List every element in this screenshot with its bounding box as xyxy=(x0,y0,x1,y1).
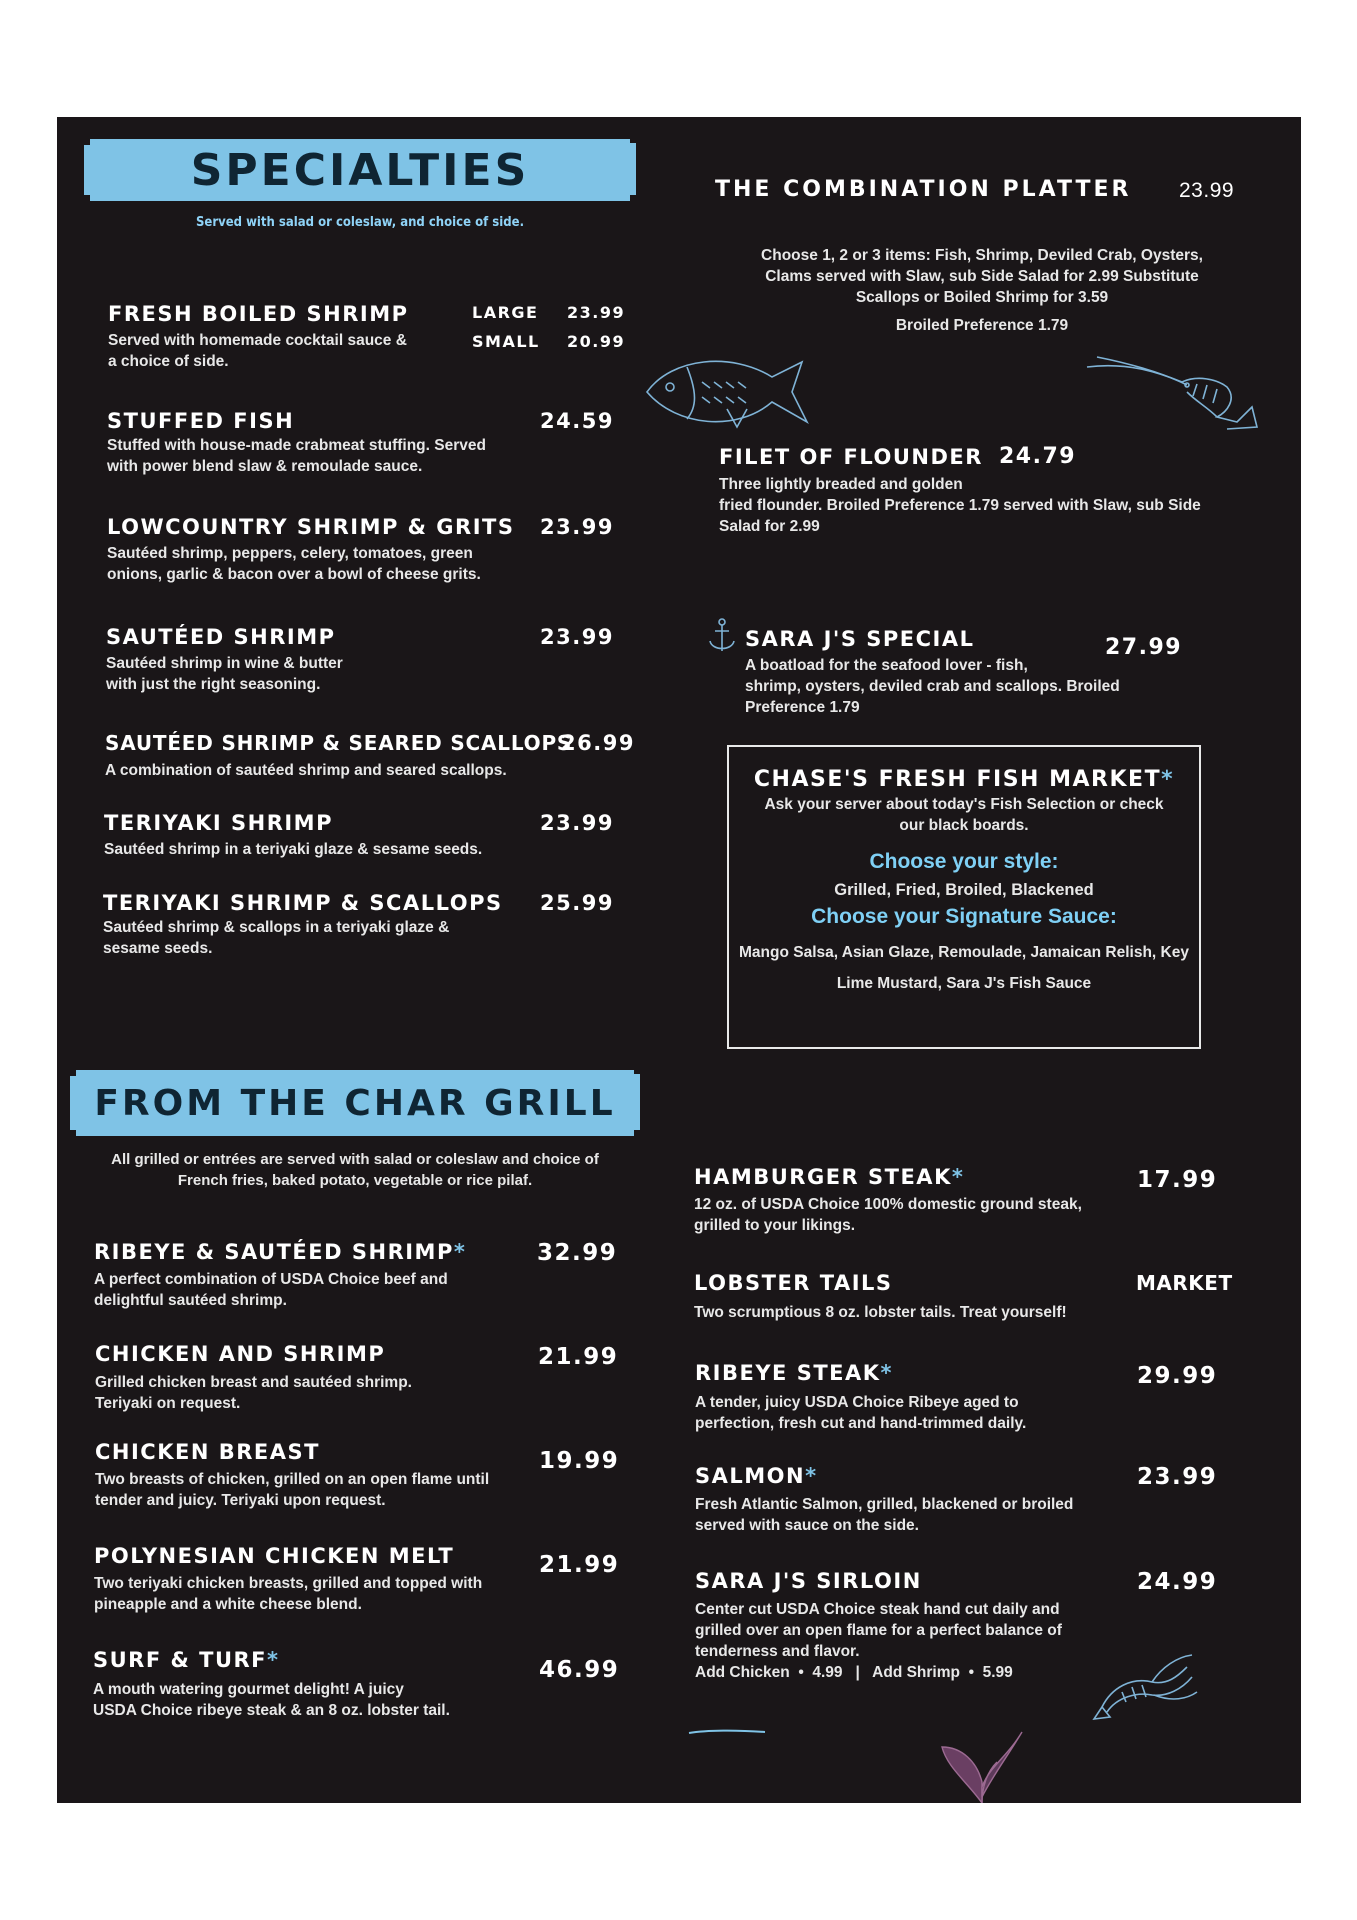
desc-line: Two teriyaki chicken breasts, grilled and topped with xyxy=(94,1575,483,1592)
item-price-chicken-breast: 19.99 xyxy=(539,1448,620,1474)
desc-line: Add Chicken • 4.99 | Add Shrimp • 5.99 xyxy=(695,1664,1013,1681)
item-price-salmon: 23.99 xyxy=(1137,1464,1218,1490)
desc-line: grilled to your likings. xyxy=(694,1217,856,1234)
item-price-surf-turf: 46.99 xyxy=(539,1657,620,1683)
item-desc-hamburger xyxy=(694,1194,1082,1236)
desc-line: onions, garlic & bacon over a bowl of cheese grits. xyxy=(107,566,481,583)
desc-line: Sautéed shrimp in wine & butter xyxy=(106,655,343,672)
item-desc-teriyaki-shrimp xyxy=(104,839,482,860)
style-heading: Choose your style: xyxy=(869,850,1059,873)
item-name-lowcountry: LOWCOUNTRY SHRIMP & GRITS xyxy=(107,515,515,539)
item-desc-sara-special xyxy=(745,655,1120,718)
desc-line: a choice of side. xyxy=(108,353,229,370)
item-price-lobster: MARKET xyxy=(1136,1271,1233,1295)
item-price-sirloin: 24.99 xyxy=(1137,1569,1218,1595)
desc-line: Sautéed shrimp & scallops in a teriyaki glaze & xyxy=(103,919,450,936)
desc-line: Lime Mustard, Sara J's Fish Sauce xyxy=(836,975,1092,992)
desc-line: fried flounder. Broiled Preference 1.79 served with Slaw, sub Side xyxy=(719,497,1201,514)
asterisk: * xyxy=(267,1648,280,1672)
item-name-boiled-shrimp: FRESH BOILED SHRIMP xyxy=(108,302,409,326)
item-price-shrimp-scallops: 26.99 xyxy=(561,731,635,755)
item-price-polynesian: 21.99 xyxy=(539,1552,620,1578)
asterisk: * xyxy=(805,1464,818,1488)
desc-line: USDA Choice ribeye steak & an 8 oz. lobster tail. xyxy=(93,1702,450,1719)
asterisk: * xyxy=(453,1240,467,1264)
name-text: HAMBURGER STEAK xyxy=(694,1165,952,1189)
specialties-title: SPECIALTIES xyxy=(190,144,530,196)
item-desc-boiled-shrimp xyxy=(108,330,407,372)
item-desc-polynesian xyxy=(94,1573,482,1615)
desc-line: Fresh Atlantic Salmon, grilled, blackened or broiled xyxy=(695,1496,1074,1513)
asterisk: * xyxy=(880,1361,894,1385)
desc-line: tenderness and flavor. xyxy=(695,1643,860,1660)
item-price-combination: 23.99 xyxy=(1179,179,1235,202)
size-label-large: LARGE xyxy=(472,303,539,322)
desc-line: Broiled Preference 1.79 xyxy=(895,317,1069,334)
item-desc-shrimp-scallops xyxy=(105,760,507,781)
item-name-ribeye-shrimp xyxy=(94,1240,466,1264)
item-name-chicken-shrimp: CHICKEN AND SHRIMP xyxy=(95,1342,386,1366)
desc-line: All grilled or entrées are served with salad or coleslaw and choice of xyxy=(111,1151,599,1168)
desc-line: Two scrumptious 8 oz. lobster tails. Treat yourself! xyxy=(694,1304,1067,1321)
desc-line: pineapple and a white cheese blend. xyxy=(94,1596,362,1613)
desc-line: A combination of sautéed shrimp and seared scallops. xyxy=(105,762,507,779)
specialties-banner xyxy=(90,139,630,201)
desc-line: grilled over an open flame for a perfect balance of xyxy=(695,1622,1062,1639)
item-desc-flounder xyxy=(719,474,1201,537)
desc-line: Mango Salsa, Asian Glaze, Remoulade, Jamaican Relish, Key xyxy=(739,944,1189,961)
desc-line: Clams served with Slaw, sub Side Salad for 2.99 Substitute xyxy=(765,268,1199,285)
item-name-lobster: LOBSTER TAILS xyxy=(694,1271,893,1295)
item-name-polynesian: POLYNESIAN CHICKEN MELT xyxy=(94,1544,455,1568)
desc-line: French fries, baked potato, vegetable or rice pilaf. xyxy=(177,1172,533,1189)
asterisk: * xyxy=(951,1165,965,1189)
desc-line: Stuffed with house-made crabmeat stuffing. Served xyxy=(107,437,486,454)
desc-line: tender and juicy. Teriyaki upon request. xyxy=(95,1492,386,1509)
item-desc-chicken-shrimp xyxy=(95,1372,412,1414)
item-desc-sauteed-shrimp xyxy=(106,653,343,695)
desc-line: sesame seeds. xyxy=(103,940,213,957)
desc-line: Choose 1, 2 or 3 items: Fish, Shrimp, Deviled Crab, Oysters, xyxy=(761,247,1203,264)
desc-line: Grilled chicken breast and sautéed shrimp. xyxy=(95,1374,412,1391)
item-name-flounder: FILET OF FLOUNDER xyxy=(719,445,983,469)
name-text: SURF & TURF xyxy=(93,1648,268,1672)
item-price-sara-special: 27.99 xyxy=(1105,635,1183,660)
char-grill-title: FROM THE CHAR GRILL xyxy=(94,1082,616,1124)
desc-line: served with sauce on the side. xyxy=(695,1517,919,1534)
item-name-hamburger xyxy=(694,1165,964,1189)
size-label-small: SMALL xyxy=(472,332,540,351)
asterisk: * xyxy=(1161,767,1175,792)
item-price-hamburger: 17.99 xyxy=(1137,1167,1218,1193)
desc-line: with power blend slaw & remoulade sauce. xyxy=(107,458,423,475)
anchor-icon xyxy=(707,617,737,657)
item-price-stuffed-fish: 24.59 xyxy=(540,409,614,433)
item-name-sauteed-shrimp: SAUTÉED SHRIMP xyxy=(106,625,336,649)
menu-board xyxy=(57,117,1301,1803)
char-grill-note xyxy=(76,1149,634,1191)
item-desc-stuffed-fish xyxy=(107,435,486,477)
desc-line: 12 oz. of USDA Choice 100% domestic ground steak, xyxy=(694,1196,1082,1213)
price-small: 20.99 xyxy=(567,332,626,351)
desc-line: Teriyaki on request. xyxy=(95,1395,241,1412)
decorative-stroke xyxy=(687,1727,767,1737)
item-desc-teriyaki-scallops xyxy=(103,917,449,959)
item-price-teriyaki-shrimp: 23.99 xyxy=(540,811,614,835)
specialties-note: Served with salad or coleslaw, and choice of side. xyxy=(195,215,525,230)
desc-line: A perfect combination of USDA Choice beef and xyxy=(94,1271,448,1288)
item-desc-ribeye xyxy=(695,1392,1026,1434)
desc-line: A tender, juicy USDA Choice Ribeye aged to xyxy=(695,1394,1019,1411)
char-grill-banner xyxy=(76,1070,634,1136)
fish-market-box xyxy=(727,745,1201,1049)
sauce-heading: Choose your Signature Sauce: xyxy=(811,905,1117,928)
item-price-lowcountry: 23.99 xyxy=(540,515,614,539)
item-desc-sirloin xyxy=(695,1599,1062,1683)
fish-market-title-text: CHASE'S FRESH FISH MARKET xyxy=(753,767,1162,792)
desc-line: A boatload for the seafood lover - fish, xyxy=(745,657,1028,674)
desc-line: Served with homemade cocktail sauce & xyxy=(108,332,407,349)
desc-line: Center cut USDA Choice steak hand cut daily and xyxy=(695,1601,1060,1618)
desc-line: perfection, fresh cut and hand-trimmed daily. xyxy=(695,1415,1027,1432)
leaf-sketch-icon xyxy=(937,1727,1027,1803)
item-name-stuffed-fish: STUFFED FISH xyxy=(107,409,295,433)
item-name-teriyaki-scallops: TERIYAKI SHRIMP & SCALLOPS xyxy=(103,891,503,915)
desc-line: Sautéed shrimp in a teriyaki glaze & sesame seeds. xyxy=(104,841,483,858)
item-name-ribeye xyxy=(695,1361,893,1385)
item-desc-lowcountry xyxy=(107,543,481,585)
item-price-ribeye-shrimp: 32.99 xyxy=(537,1240,618,1266)
item-price-teriyaki-scallops: 25.99 xyxy=(540,891,614,915)
fish-sketch-icon xyxy=(642,347,822,437)
desc-line: our black boards. xyxy=(899,817,1029,834)
desc-line: shrimp, oysters, deviled crab and scallops. Broiled xyxy=(745,678,1120,695)
price-large: 23.99 xyxy=(567,303,626,322)
item-price-flounder: 24.79 xyxy=(999,444,1077,469)
shrimp-sketch-icon xyxy=(1087,357,1267,437)
item-name-salmon xyxy=(695,1464,818,1488)
desc-line: Three lightly breaded and golden xyxy=(719,476,963,493)
desc-line: Ask your server about today's Fish Selection or check xyxy=(764,796,1164,813)
item-price-chicken-shrimp: 21.99 xyxy=(538,1344,619,1370)
name-text: SALMON xyxy=(695,1464,806,1488)
item-name-sirloin: SARA J'S SIRLOIN xyxy=(695,1569,922,1593)
item-desc-combination xyxy=(702,245,1262,336)
style-options: Grilled, Fried, Broiled, Blackened xyxy=(834,881,1094,899)
item-name-chicken-breast: CHICKEN BREAST xyxy=(95,1440,320,1464)
item-desc-surf-turf xyxy=(93,1679,450,1721)
desc-line: Salad for 2.99 xyxy=(719,518,820,535)
item-desc-lobster xyxy=(694,1302,1067,1323)
item-name-combination: THE COMBINATION PLATTER xyxy=(715,177,1132,202)
fish-market-desc xyxy=(729,794,1199,836)
item-price-sauteed-shrimp: 23.99 xyxy=(540,625,614,649)
sauce-options xyxy=(729,937,1199,999)
item-desc-salmon xyxy=(695,1494,1073,1536)
fish-market-title xyxy=(729,767,1199,792)
item-desc-ribeye-shrimp xyxy=(94,1269,448,1311)
item-desc-chicken-breast xyxy=(95,1469,489,1511)
desc-line: Sautéed shrimp, peppers, celery, tomatoes, green xyxy=(107,545,473,562)
desc-line: Scallops or Boiled Shrimp for 3.59 xyxy=(855,289,1109,306)
item-name-teriyaki-shrimp: TERIYAKI SHRIMP xyxy=(104,811,333,835)
item-price-ribeye: 29.99 xyxy=(1137,1363,1218,1389)
desc-line: Preference 1.79 xyxy=(745,699,860,716)
desc-line: with just the right seasoning. xyxy=(106,676,321,693)
item-name-sara-special: SARA J'S SPECIAL xyxy=(745,627,975,651)
desc-line: A mouth watering gourmet delight! A juicy xyxy=(93,1681,404,1698)
lobster-sketch-icon xyxy=(1092,1647,1202,1727)
desc-line: delightful sautéed shrimp. xyxy=(94,1292,287,1309)
desc-line: Two breasts of chicken, grilled on an open flame until xyxy=(95,1471,490,1488)
item-name-shrimp-scallops: SAUTÉED SHRIMP & SEARED SCALLOPS xyxy=(105,731,573,755)
name-text: RIBEYE & SAUTÉED SHRIMP xyxy=(94,1240,454,1264)
item-name-surf-turf xyxy=(93,1648,280,1672)
name-text: RIBEYE STEAK xyxy=(695,1361,881,1385)
